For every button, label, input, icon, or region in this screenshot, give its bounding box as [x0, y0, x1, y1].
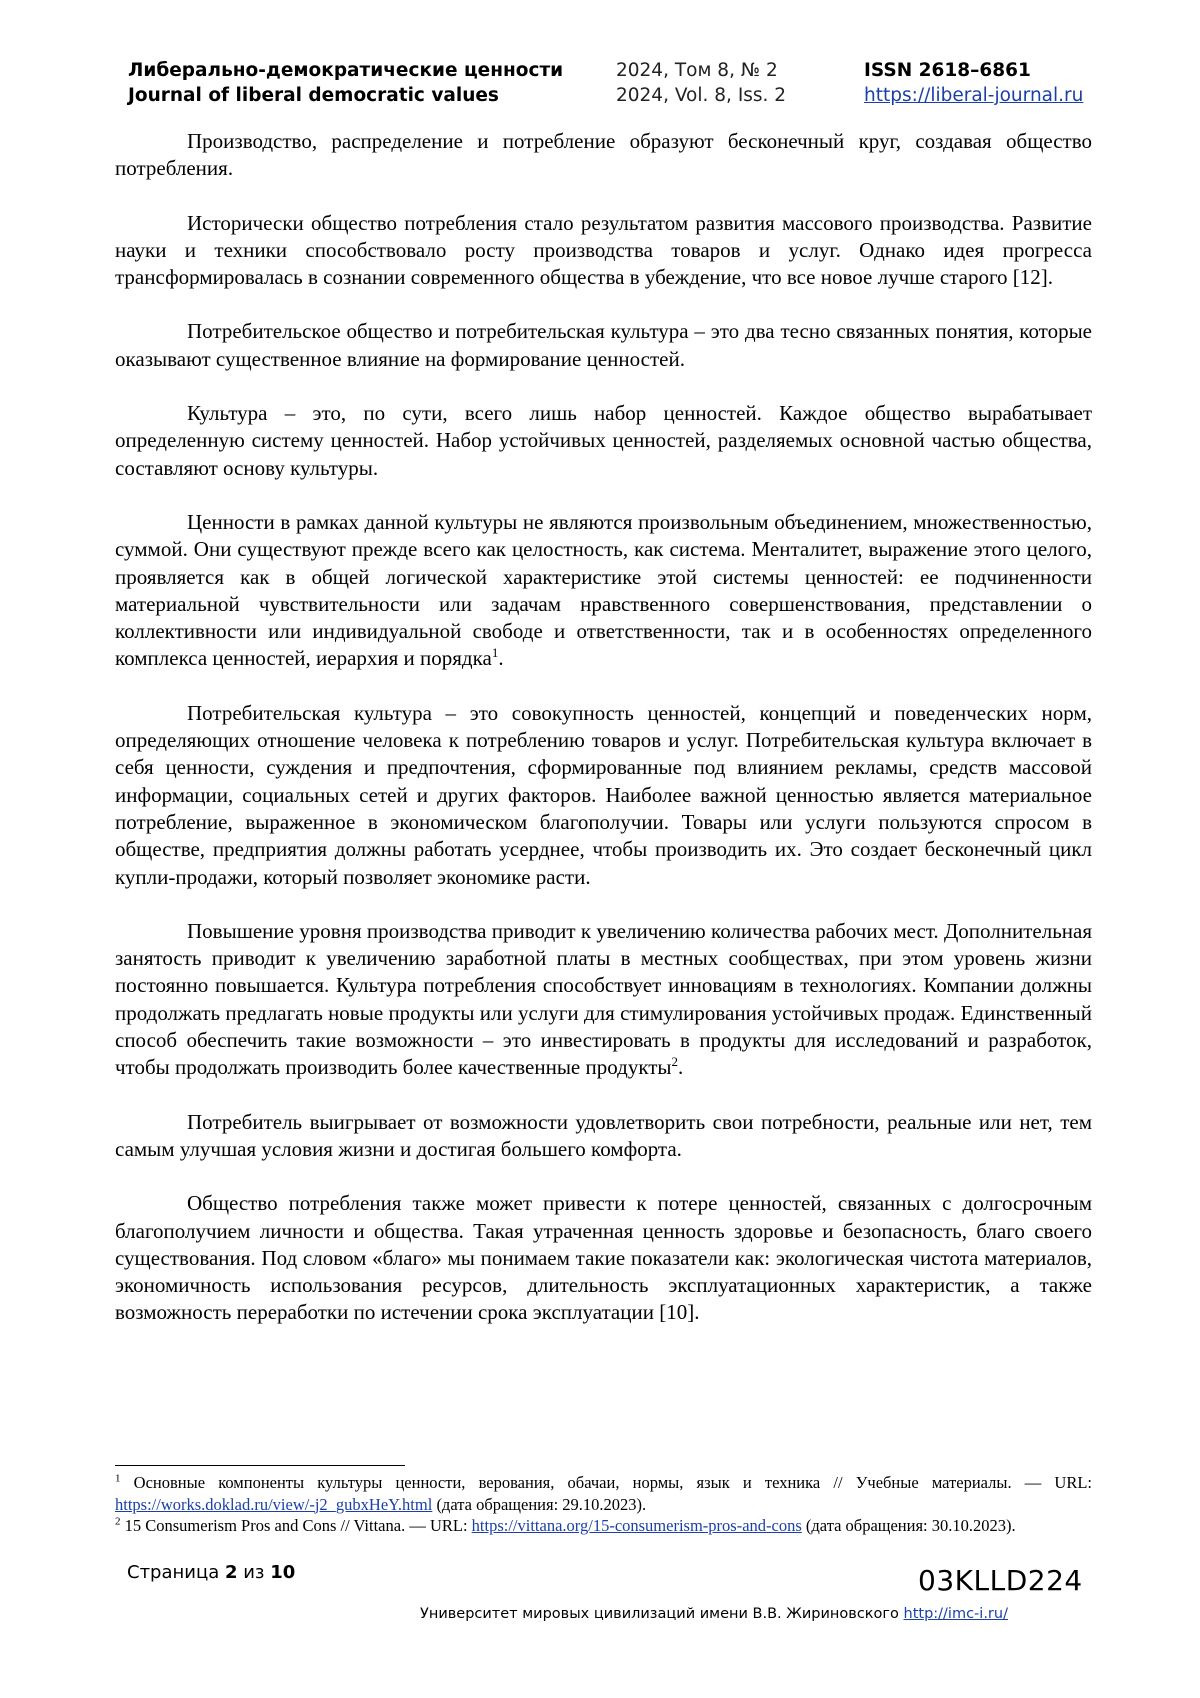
- university-link[interactable]: http://imc-i.ru/: [903, 1606, 1008, 1622]
- footnotes: [115, 1472, 1092, 1537]
- article-code: 03KLLD224: [918, 1564, 1083, 1597]
- footnote-1: [115, 1472, 1092, 1515]
- paragraph-3: Потребительское общество и потребительская культура – это два тесно связанных понятия, которые оказывают существенное влияние на формирование ценностей.: [115, 319, 1092, 371]
- issn-block: [864, 58, 1083, 108]
- journal-website-link[interactable]: https://liberal-journal.ru: [864, 85, 1084, 106]
- footnote-2-text: 15 Consumerism Pros and Cons // Vittana. — URL:: [120, 1516, 472, 1535]
- university-name: Университет мировых цивилизаций имени В.В. Жириновского: [420, 1606, 904, 1622]
- paragraph-7-text: Повышение уровня производства приводит к увеличению количества рабочих мест. Дополнительная занятость приводит к увеличению заработной платы в местных сообществах, при этом уровень жизни постоянно повышается. Культура потребления способствует инновациям в технологиях. Компании должны продолжать предлагать новые продукты или услуги для стимулирования устойчивых продаж. Единственный способ обеспечить такие возможности – это инвестировать в продукты для исследований и разработок, чтобы продолжать производить более качественные продукты: [115, 918, 1092, 1080]
- article-body: [115, 128, 1092, 1354]
- page-header: [128, 58, 1090, 110]
- university-credit: [420, 1606, 1008, 1622]
- footnote-ref-1[interactable]: 1: [491, 645, 499, 661]
- footnote-1-text: Основные компоненты культуры ценности, верования, обачаи, нормы, язык и техника // Учебные материалы. — URL:: [120, 1473, 1092, 1492]
- page-total: 10: [270, 1562, 296, 1583]
- issn-number: ISSN 2618–6861: [864, 60, 1031, 81]
- footnote-2-link[interactable]: https://vittana.org/15-consumerism-pros-and-cons: [471, 1516, 802, 1535]
- paragraph-6: Потребительская культура – это совокупность ценностей, концепций и поведенческих норм, определяющих отношение человека к потреблению товаров и услуг. Потребительская культура включает в себя ценности, суждения и предпочтения, сформированные под влиянием рекламы, средств массовой информации, социальных сетей и других факторов. Наиболее важной ценностью является материальное потребление, выраженное в экономическом благополучии. Товары или услуги пользуются спросом в обществе, предприятия должны работать усерднее, чтобы производить их. Это создает бесконечный цикл купли-продажи, который позволяет экономике расти.: [115, 700, 1092, 889]
- paragraph-4: Культура – это, по сути, всего лишь набор ценностей. Каждое общество вырабатывает определенную систему ценностей. Набор устойчивых ценностей, разделяемых основной частью общества, составляют основу культуры.: [115, 401, 1092, 480]
- page-number: [127, 1562, 295, 1583]
- paragraph-5-end: .: [498, 646, 504, 671]
- issue-en: 2024, Vol. 8, Iss. 2: [616, 85, 787, 106]
- page-label: Страница: [127, 1562, 225, 1583]
- footnote-ref-2[interactable]: 2: [671, 1054, 679, 1070]
- paragraph-2: Исторически общество потребления стало результатом развития массового производства. Развитие науки и техники способствовало росту производства товаров и услуг. Однако идея прогресса трансформировалась в сознании современного общества в убеждение, что все новое лучше старого [12].: [115, 210, 1092, 290]
- issue-ru: 2024, Том 8, № 2: [616, 60, 778, 81]
- paragraph-5-text: Ценности в рамках данной культуры не являются произвольным объединением, множественностью, суммой. Они существуют прежде всего как целостность, как система. Менталитет, выражение этого целого, проявляется как в общей логической характеристике этой системы ценностей: ее подчиненности материальной чувствительности или задачам нравственного совершенствования, представлении о коллективности или индивидуальной свободе и ответственности, так и в особенностях определенного комплекса ценностей, иерархия и порядка: [115, 509, 1092, 671]
- journal-title-ru: Либерально-демократические ценности: [128, 60, 564, 81]
- footnote-1-number: 1: [115, 1472, 121, 1485]
- footnote-1-link[interactable]: https://works.doklad.ru/view/-j2_gubxHeY.html: [115, 1494, 433, 1514]
- journal-title-en: Journal of liberal democratic values: [128, 85, 499, 106]
- paragraph-1: Производство, распределение и потребление образуют бесконечный круг, создавая общество потребления.: [115, 129, 1092, 181]
- paragraph-5: [115, 509, 1092, 673]
- paragraph-9: Общество потребления также может привести к потере ценностей, связанных с долгосрочным благополучием личности и общества. Такая утраченная ценность здоровье и безопасность, благо своего существования. Под словом «благо» мы понимаем такие показатели как: экологическая чистота материалов, экономичность использования ресурсов, длительность эксплуатационных характеристик, а также возможность переработки по истечении срока эксплуатации [10].: [115, 1191, 1092, 1325]
- issue-block: [616, 58, 786, 108]
- footnote-2: [115, 1515, 1092, 1537]
- paragraph-7-end: .: [678, 1055, 684, 1080]
- footnote-2-tail: (дата обращения: 30.10.2023).: [801, 1516, 1016, 1535]
- paragraph-8: Потребитель выигрывает от возможности удовлетворить свои потребности, реальные или нет, тем самым улучшая условия жизни и достигая большего комфорта.: [115, 1109, 1092, 1161]
- footnote-1-tail: (дата обращения: 29.10.2023).: [432, 1494, 647, 1514]
- paragraph-7: [115, 918, 1092, 1082]
- page-current: 2: [224, 1562, 238, 1583]
- journal-title-block: [128, 58, 563, 108]
- page-of: из: [237, 1562, 271, 1583]
- footnote-2-number: 2: [115, 1515, 121, 1528]
- footnote-divider: [115, 1465, 405, 1466]
